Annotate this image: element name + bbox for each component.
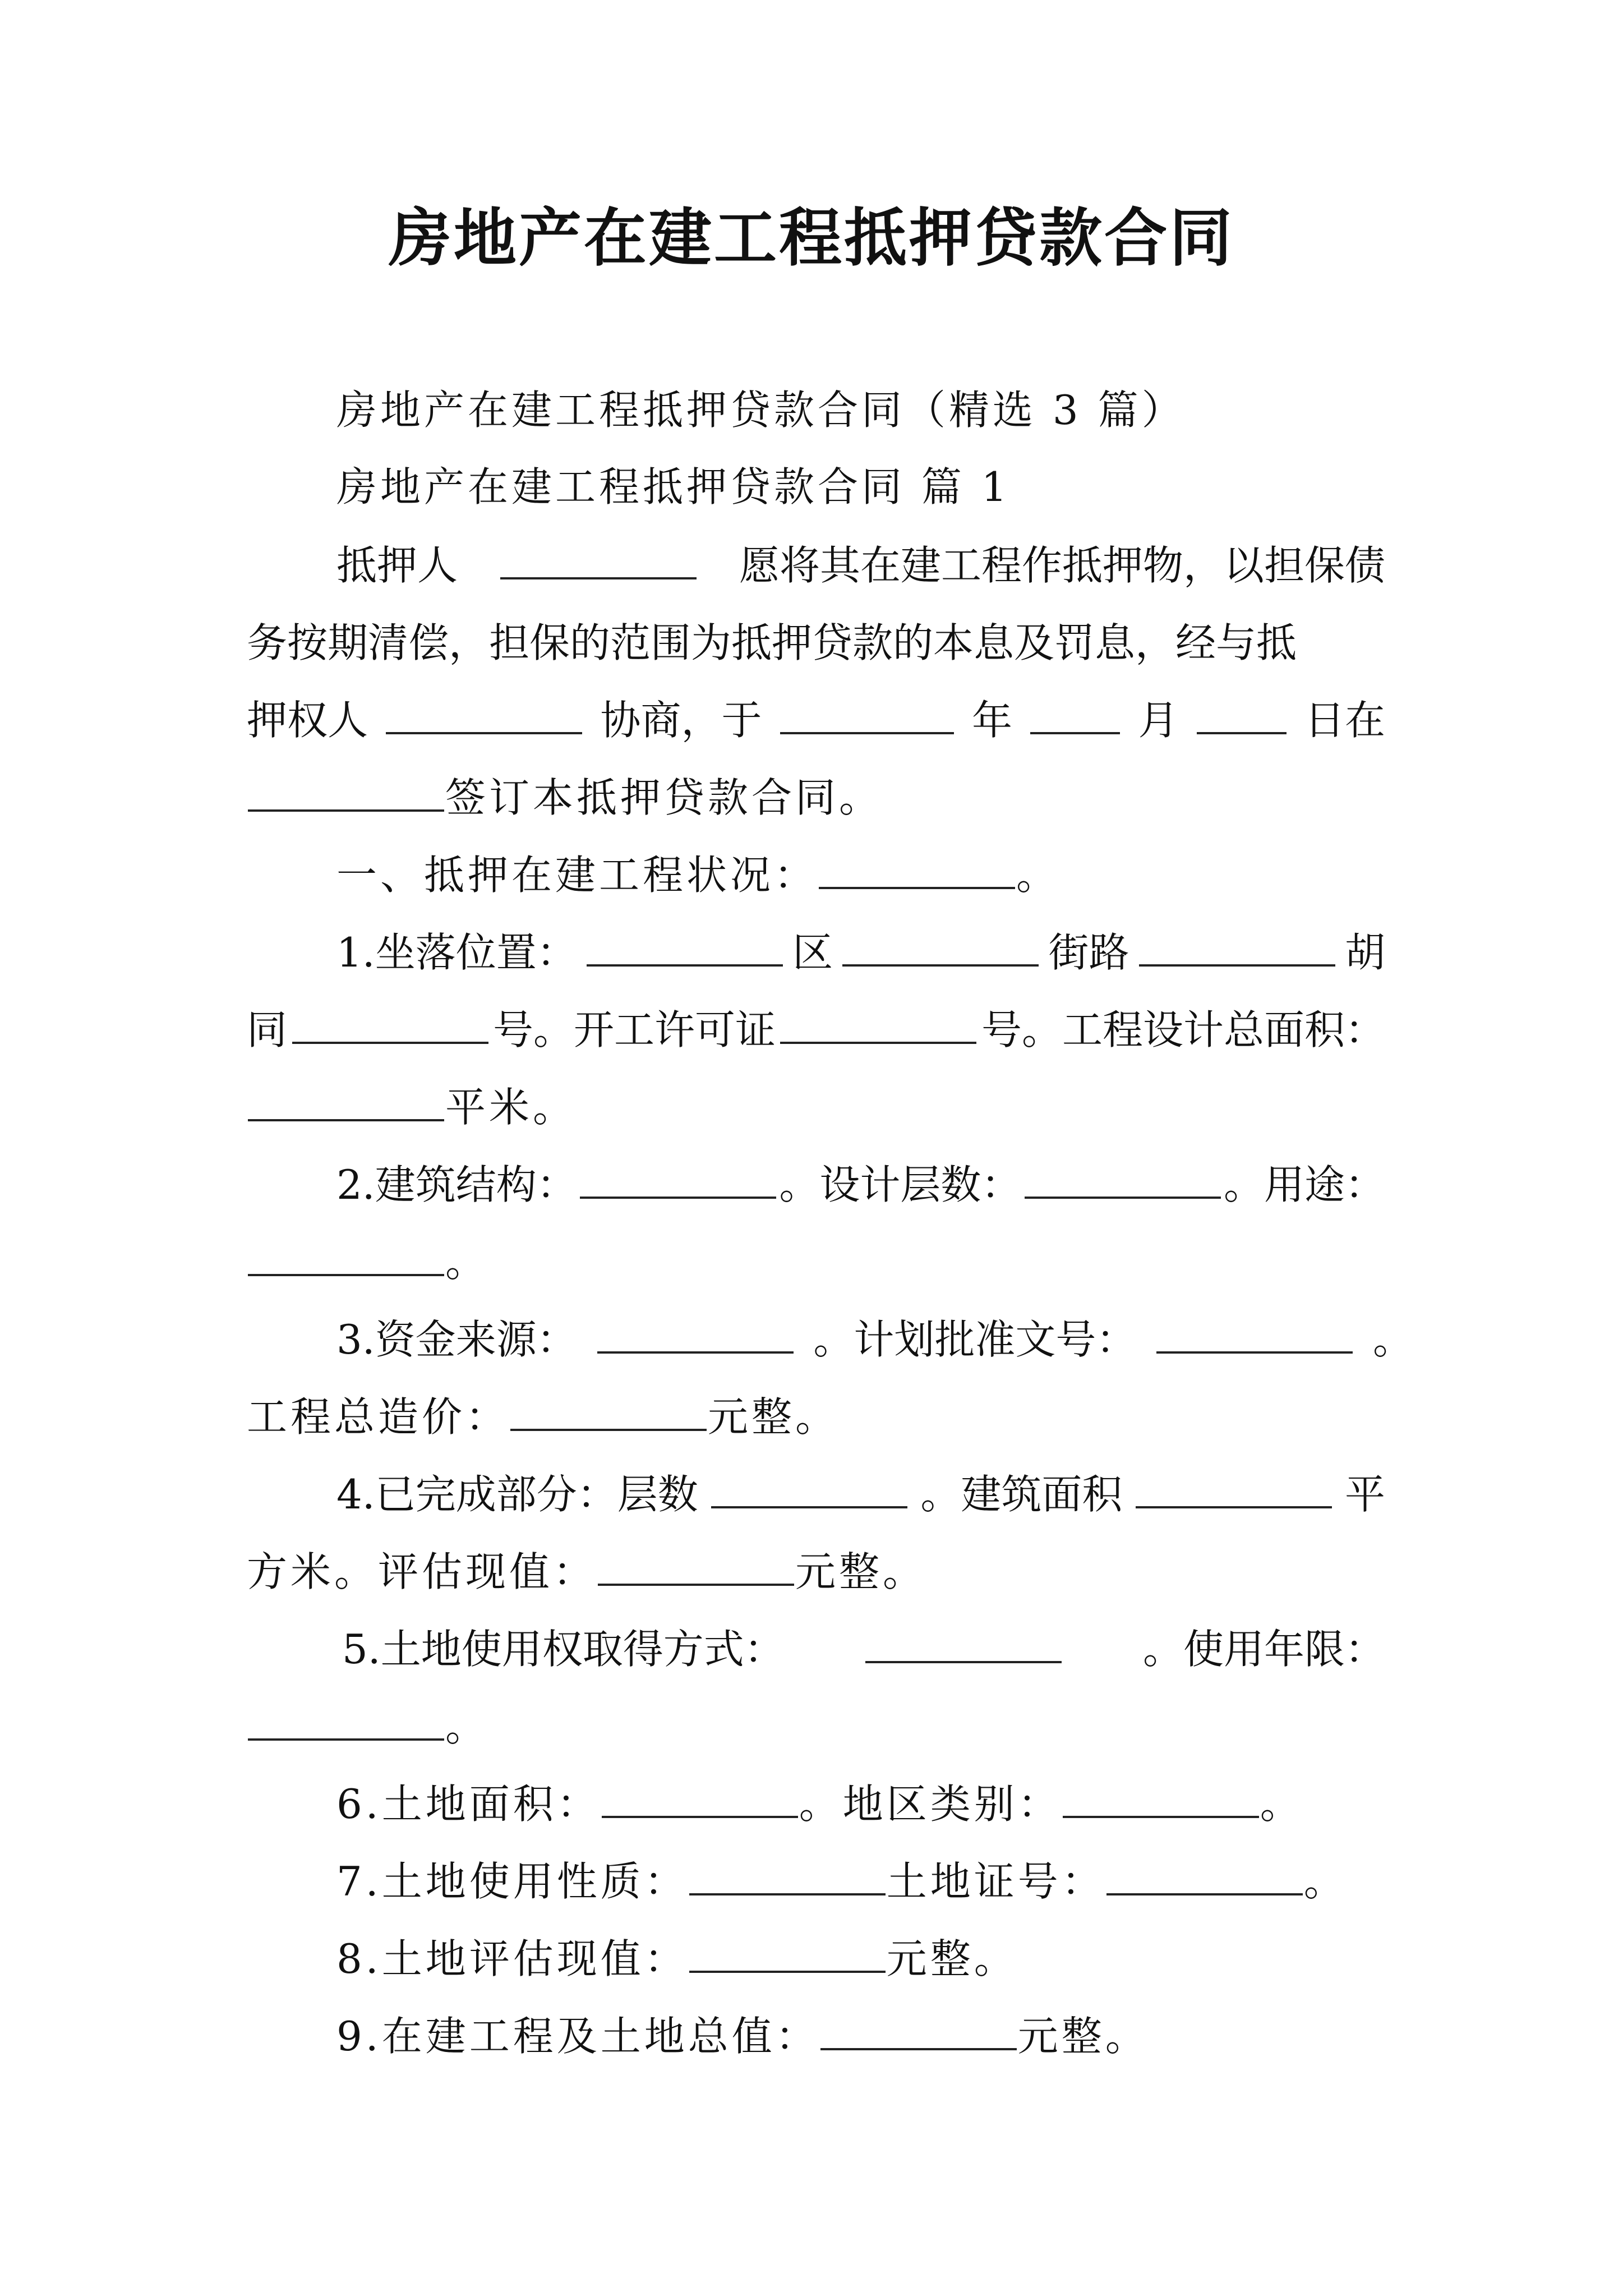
month-blank xyxy=(1030,695,1120,734)
region-blank xyxy=(1063,1779,1259,1818)
item-4-line-2 xyxy=(247,1545,926,1599)
appraisal-end: 元整。 xyxy=(795,1548,927,1595)
alley-blank xyxy=(1139,927,1335,967)
section-heading xyxy=(336,460,1011,514)
intro-line-3 xyxy=(247,693,1385,747)
land-area-blank xyxy=(602,1779,798,1818)
floors-label: 。设计层数： xyxy=(779,1161,1022,1208)
month-label: 月 xyxy=(1138,697,1179,744)
structure-blank xyxy=(580,1159,776,1199)
district-blank xyxy=(587,927,783,967)
item-1-line-3 xyxy=(247,1080,577,1134)
land-right-label: 5.土地使用权取得方式： xyxy=(342,1626,785,1673)
land-nature-label: 7.土地使用性质： xyxy=(336,1858,688,1905)
sign-text: 签订本抵押贷款合同。 xyxy=(445,774,883,821)
usage-label: 。用途： xyxy=(1223,1161,1385,1208)
item-1-line-1 xyxy=(336,926,1385,979)
sign-place-blank xyxy=(248,772,444,812)
mortgagor-label: 抵押人 xyxy=(336,542,458,589)
section-1-heading xyxy=(336,848,1060,902)
completed-floors-blank xyxy=(711,1469,907,1508)
year-blank xyxy=(780,695,954,734)
built-area-label: 。建筑面积 xyxy=(920,1471,1123,1518)
total-cost-end: 元整。 xyxy=(708,1393,840,1441)
usage-end: 。 xyxy=(445,1239,490,1286)
intro-line-1 xyxy=(336,539,1385,592)
land-right-blank xyxy=(865,1624,1062,1663)
item-8-line xyxy=(336,1932,1018,1986)
street-label: 街路 xyxy=(1048,929,1129,976)
built-area-unit-a: 平 xyxy=(1344,1471,1385,1518)
fund-source-blank xyxy=(597,1314,794,1354)
number-blank xyxy=(292,1005,488,1044)
mortgagee-blank xyxy=(386,695,582,734)
item-6-line xyxy=(336,1777,1304,1831)
subtitle-text: 房地产在建工程抵押贷款合同（精选 3 篇） xyxy=(336,386,1186,434)
section-1-blank xyxy=(819,850,1015,889)
section-heading-text: 房地产在建工程抵押贷款合同 篇 1 xyxy=(336,463,1011,510)
item-4-line-1 xyxy=(336,1467,1385,1521)
region-label: 。地区类别： xyxy=(799,1780,1062,1828)
land-appraisal-label: 8.土地评估现值： xyxy=(336,1935,688,1982)
item-1-line-2 xyxy=(247,1003,1385,1057)
structure-label: 2.建筑结构： xyxy=(336,1161,577,1208)
use-term-label: 。使用年限： xyxy=(1142,1626,1385,1673)
total-cost-blank xyxy=(510,1392,707,1431)
built-area-blank xyxy=(1136,1469,1332,1508)
item-5-line-1 xyxy=(342,1622,1385,1676)
intro-text-2: 务按期清偿，担保的范围为抵押贷款的本息及罚息，经与抵 xyxy=(247,619,1297,666)
approval-blank xyxy=(1156,1314,1353,1354)
approval-label: 。计划批准文号： xyxy=(813,1316,1137,1363)
consult-text: 协商，于 xyxy=(600,697,762,744)
land-cert-blank xyxy=(1106,1856,1303,1895)
total-value-label: 9.在建工程及土地总值： xyxy=(336,2013,819,2060)
intro-line-4 xyxy=(247,771,883,825)
section-1-end: 。 xyxy=(1016,852,1061,899)
floors-blank xyxy=(1025,1159,1221,1199)
usage-blank xyxy=(248,1237,444,1276)
mortgagee-label: 押权人 xyxy=(247,697,368,744)
design-area-blank xyxy=(248,1082,444,1121)
fund-source-label: 3.资金来源： xyxy=(336,1316,577,1363)
document-title: 房地产在建工程抵押贷款合同 xyxy=(389,201,1234,275)
design-area-label: 号。工程设计总面积： xyxy=(981,1006,1385,1053)
mortgagor-blank xyxy=(500,540,697,579)
land-cert-end: 。 xyxy=(1303,1858,1348,1905)
appraisal-blank xyxy=(598,1547,794,1586)
total-value-end: 元整。 xyxy=(1017,2013,1149,2060)
region-end: 。 xyxy=(1260,1780,1304,1828)
land-area-label: 6.土地面积： xyxy=(336,1780,601,1828)
item-3-line-2 xyxy=(247,1390,839,1444)
square-meter-label: 平米。 xyxy=(445,1084,577,1131)
use-term-blank xyxy=(248,1701,444,1741)
street-blank xyxy=(842,927,1039,967)
day-label: 日在 xyxy=(1304,697,1385,744)
appraisal-label: 方米。评估现值： xyxy=(247,1548,597,1595)
approval-end: 。 xyxy=(1372,1316,1413,1363)
item-2-line-2 xyxy=(247,1235,489,1289)
intro-line-2 xyxy=(247,616,1385,670)
document-subtitle xyxy=(336,383,1186,437)
item-5-line-2 xyxy=(247,1700,489,1754)
item-3-line-1 xyxy=(336,1313,1413,1366)
land-cert-label: 土地证号： xyxy=(886,1858,1105,1905)
alley-label-cont: 同 xyxy=(247,1006,288,1053)
item-7-line xyxy=(336,1855,1348,1908)
permit-blank xyxy=(780,1005,976,1044)
district-label: 区 xyxy=(792,929,833,976)
completed-floors-label: 4.已完成部分：层数 xyxy=(336,1471,698,1518)
section-1-heading-text: 一、抵押在建工程状况： xyxy=(336,852,818,899)
item-1-label: 1.坐落位置： xyxy=(336,929,577,976)
item-9-line xyxy=(336,2009,1149,2063)
land-appraisal-blank xyxy=(689,1934,886,1973)
total-cost-label: 工程总造价： xyxy=(247,1393,510,1441)
intro-text-1: 愿将其在建工程作抵押物，以担保债 xyxy=(739,542,1385,589)
land-nature-blank xyxy=(689,1856,886,1895)
use-term-end: 。 xyxy=(445,1703,490,1750)
land-appraisal-end: 元整。 xyxy=(886,1935,1018,1982)
permit-label: 号。开工许可证 xyxy=(492,1006,776,1053)
total-value-blank xyxy=(820,2011,1017,2050)
day-blank xyxy=(1197,695,1287,734)
alley-label: 胡 xyxy=(1344,929,1385,976)
item-2-line-1 xyxy=(336,1158,1385,1212)
year-label: 年 xyxy=(971,697,1012,744)
